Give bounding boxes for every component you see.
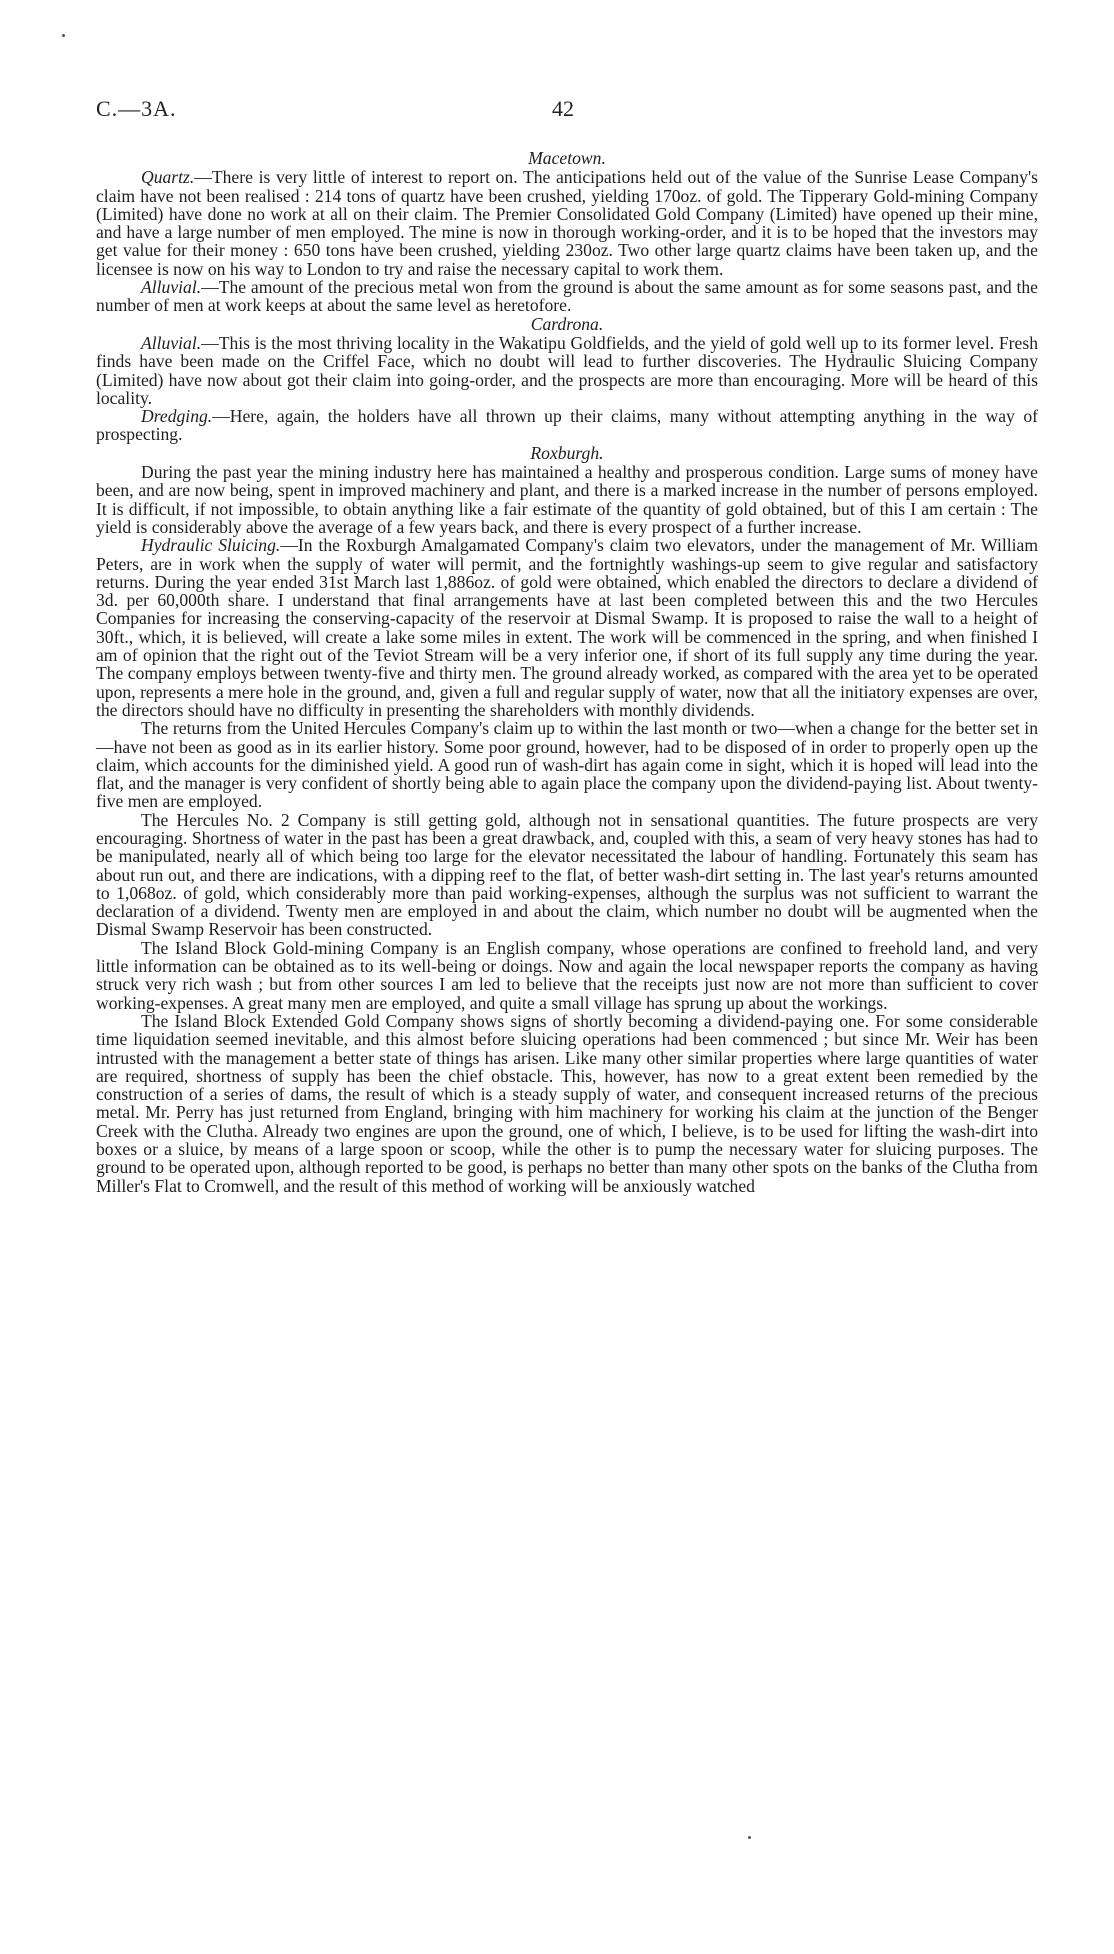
paragraph-lead: Alluvial. — [141, 277, 202, 298]
paragraph-text: —The amount of the precious metal won from the ground is about the same amount as for some seasons past, and the number of men at work keeps at about the same level as heretofore. — [96, 277, 1038, 316]
paragraph-island-block — [96, 939, 1038, 1012]
paragraph-alluvial — [96, 278, 1038, 315]
section-heading-cardrona: Cardrona. — [530, 313, 604, 334]
paragraph-text: The Hercules No. 2 Company is still getting gold, although not in sensational quantities. The future prospects are very encouraging. Shortness of water in the past has been a great drawback, and, coupled with this, a seam of very heavy stones has had to be manipulated, nearly all of which being too large for the elevator necessitated the labour of handling. Fortunately this seam has about run out, and there are indications, with a dipping reef to the flat, of better wash-dirt setting in. The last year's returns amounted to 1,068oz. of gold, which considerably more than paid working-expenses, although the surplus was not sufficient to warrant the declaration of a dividend. Twenty men are employed in and about the claim, which number no doubt will be augmented when the Dismal Swamp Reservoir has been constructed. — [96, 809, 1038, 940]
page-header — [96, 96, 1036, 132]
document-reference: C.—3A. — [96, 96, 177, 121]
section-heading-roxburgh: Roxburgh. — [530, 442, 604, 463]
paragraph-lead: Dredging. — [141, 406, 213, 427]
paragraph-text: The Island Block Gold-mining Company is an English company, whose operations are confined to freehold land, and very little information can be obtained as to its well-being or doings. Now and again the local newspaper reports the company as having struck very rich wash ; but from other sources I am led to believe that the receipts just now are not more than sufficient to cover working-expenses. A great many men are employed, and quite a small village has sprung up about the workings. — [96, 937, 1038, 1013]
paragraph-text: —This is the most thriving locality in the Wakatipu Goldfields, and the yield of gold well up to its former level. Fresh finds have been made on the Criffel Face, which no doubt will lead to further discoveries. The Hydraulic Sluicing Company (Limited) have now about got their claim into going-order, and the prospects are more than encouraging. More will be heard of this locality. — [96, 332, 1038, 408]
paragraph-lead: Quartz. — [141, 167, 195, 188]
section-heading-macetown: Macetown. — [528, 148, 606, 168]
paragraph-hercules-no-2 — [96, 811, 1038, 939]
paragraph-united-hercules — [96, 719, 1038, 810]
paragraph-lead: Hydraulic Sluicing. — [141, 535, 281, 556]
paragraph-text: —Here, again, the holders have all thrown up their claims, many without attempting anything in the way of prospecting. — [96, 406, 1038, 445]
paragraph-text: The Island Block Extended Gold Company shows signs of shortly becoming a dividend-paying one. For some considerable time liquidation seemed inevitable, and this almost before sluicing operations had been commenced ; but since Mr. Weir has been intrusted with the management a better state of things has arisen. Like many other similar properties where large quantities of water are required, shortness of supply has been the chief obstacle. This, however, has now to a great extent been remedied by the construction of a series of dams, the result of which is a steady supply of water, and consequent increased returns of the precious metal. Mr. Perry has just returned from England, bringing with him machinery for working his claim at the junction of the Benger Creek with the Clutha. Already two engines are upon the ground, one of which, I believe, is to be used for lifting the wash-dirt into boxes or a sluice, by means of a large spoon or scoop, while the other is to pump the necessary water for sluicing purposes. The ground to be operated upon, although reported to be good, is perhaps no better than many other spots on the banks of the Clutha from Miller's Flat to Cromwell, and the result of this method of working will be anxiously watched — [96, 1010, 1038, 1196]
paragraph-intro — [96, 463, 1038, 536]
paragraph-text: —There is very little of interest to report on. The anticipations held out of the value of the Sunrise Lease Company's claim have not been realised : 214 tons of quartz have been crushed, yielding 170oz. of gold. The Tipperary Gold-mining Company (Limited) have done no work at all on their claim. The Premier Consolidated Gold Company (Limited) have opened up their mine, and have a large number of men employed. The mine is now in thorough working-order, and it is to be hoped that the investors may get value for their money : 650 tons have been crushed, yielding 230oz. Two other large quartz claims have been taken up, and the licensee is now on his way to London to try and raise the necessary capital to work them. — [96, 167, 1038, 279]
paragraph-hydraulic-sluicing — [96, 536, 1038, 719]
scan-speck — [62, 34, 65, 37]
page-content — [96, 149, 1038, 1195]
scan-speck — [748, 1836, 751, 1839]
paragraph-text: The returns from the United Hercules Company's claim up to within the last month or two—when a change for the better set in—have not been as good as in its earlier history. Some poor ground, however, had to be disposed of in order to properly open up the claim, which accounts for the diminished yield. A good run of wash-dirt has again come in sight, which it is hoped will lead into the flat, and the manager is very confident of shortly being able to again place the company upon the dividend-paying list. About twenty-five men are employed. — [96, 718, 1038, 812]
paragraph-quartz — [96, 168, 1038, 278]
paragraph-text: During the past year the mining industry here has maintained a healthy and prosperous condition. Large sums of money have been, and are now being, spent in improved machinery and plant, and there is a marked increase in the number of persons employed. It is difficult, if not impossible, to obtain anything like a fair estimate of the quantity of gold obtained, but of this I am certain : The yield is considerably above the average of a few years back, and there is every prospect of a further increase. — [96, 462, 1038, 537]
paragraph-text: —In the Roxburgh Amalgamated Company's claim two elevators, under the management of Mr. William Peters, are in work when the supply of water will permit, and the fortnightly washings-up seem to give regular and satisfactory returns. During the year ended 31st March last 1,886oz. of gold were obtained, which enabled the directors to declare a dividend of 3d. per 60,000th share. I understand that final arrangements have at last been completed between this and the two Hercules Companies for increasing the conserving-capacity of the reservoir at Dismal Swamp. It is proposed to raise the wall to a height of 30ft., which, it is believed, will create a lake some miles in extent. The work will be commenced in the spring, and when finished I am of opinion that the right out of the Teviot Stream will be a very inferior one, if short of its full supply any time during the year. The company employs between twenty-five and thirty men. The ground already worked, as compared with the area yet to be operated upon, represents a mere hole in the ground, and, given a full and regular supply of water, now that all the initiatory expenses are over, the directors should have no difficulty in presenting the shareholders with monthly dividends. — [96, 535, 1039, 720]
paragraph-lead: Alluvial. — [141, 332, 202, 353]
paragraph-alluvial — [96, 334, 1038, 407]
page-number: 42 — [552, 96, 574, 121]
paragraph-dredging — [96, 407, 1038, 444]
paragraph-island-block-extended — [96, 1012, 1038, 1195]
